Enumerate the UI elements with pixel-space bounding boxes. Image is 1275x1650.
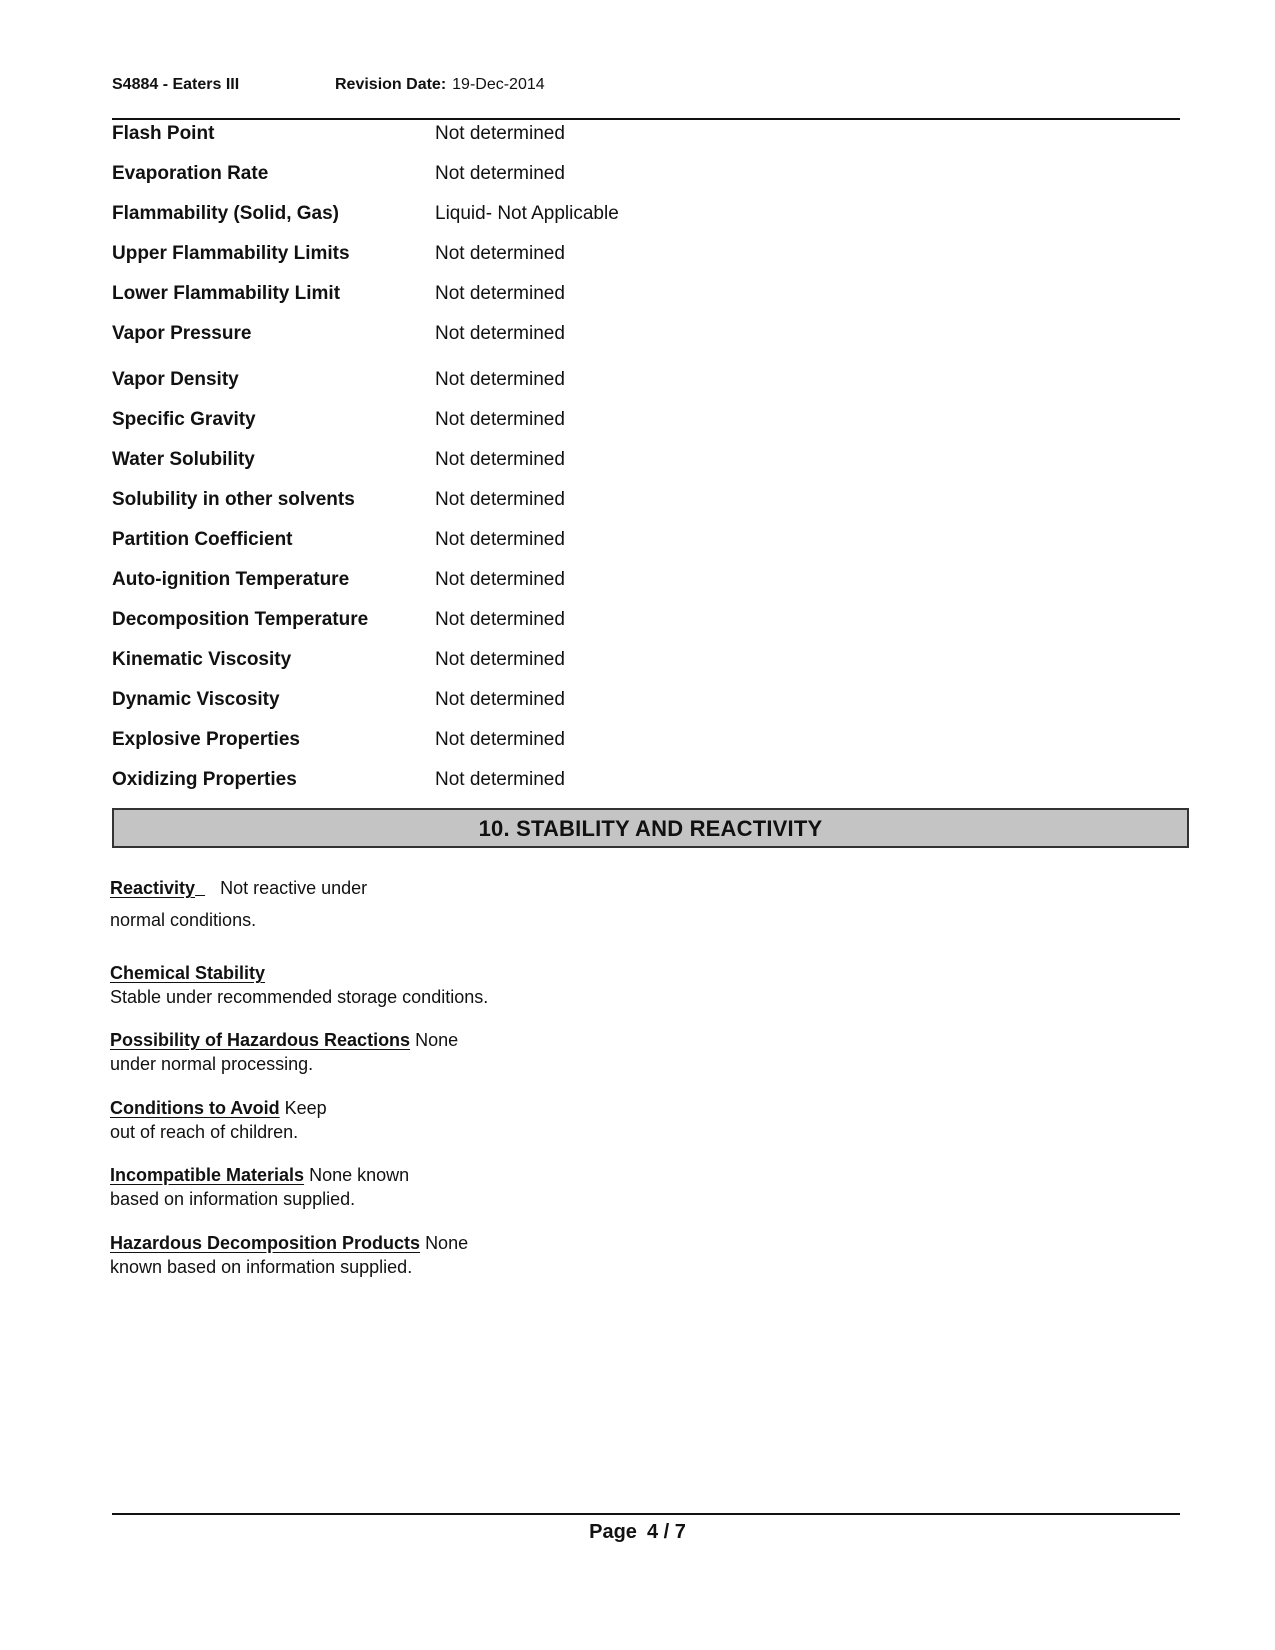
incompatible-materials-text-cont: based on information supplied. bbox=[110, 1189, 356, 1209]
property-label: Decomposition Temperature bbox=[112, 609, 369, 630]
reactivity-heading: Reactivity bbox=[110, 878, 196, 898]
property-row bbox=[112, 160, 1180, 200]
property-value: Not determined bbox=[435, 123, 565, 144]
page-label: Page bbox=[589, 1521, 637, 1543]
property-label: Specific Gravity bbox=[112, 409, 256, 430]
property-value: Not determined bbox=[435, 323, 565, 344]
property-row bbox=[112, 486, 1180, 526]
property-value: Not determined bbox=[435, 163, 565, 184]
property-row bbox=[112, 566, 1180, 606]
property-value: Not determined bbox=[435, 649, 565, 670]
hazardous-reactions-text: None bbox=[415, 1030, 459, 1050]
revision-date-value: 19-Dec-2014 bbox=[452, 76, 545, 93]
chemical-stability-heading: Chemical Stability bbox=[110, 963, 266, 983]
conditions-to-avoid-entry bbox=[110, 1096, 327, 1144]
property-value: Not determined bbox=[435, 769, 565, 790]
property-label: Dynamic Viscosity bbox=[112, 689, 280, 710]
property-value: Not determined bbox=[435, 409, 565, 430]
reactivity-text: Not reactive under bbox=[220, 878, 368, 898]
property-label: Flammability (Solid, Gas) bbox=[112, 203, 339, 224]
property-row bbox=[112, 446, 1180, 486]
incompatible-materials-text: None known bbox=[309, 1165, 410, 1185]
product-id: S4884 - Eaters III bbox=[112, 76, 240, 93]
property-label: Flash Point bbox=[112, 123, 215, 144]
conditions-to-avoid-text-cont: out of reach of children. bbox=[110, 1122, 299, 1142]
chemical-stability-entry bbox=[110, 961, 488, 1009]
property-label: Auto-ignition Temperature bbox=[112, 569, 350, 590]
property-value: Not determined bbox=[435, 243, 565, 264]
hazardous-reactions-heading: Possibility of Hazardous Reactions bbox=[110, 1030, 411, 1050]
section-title: 10. STABILITY AND REACTIVITY bbox=[478, 816, 823, 841]
incompatible-materials-heading: Incompatible Materials bbox=[110, 1165, 305, 1185]
property-value: Not determined bbox=[435, 729, 565, 750]
property-row bbox=[112, 280, 1180, 320]
footer-divider bbox=[112, 1513, 1180, 1515]
property-label: Solubility in other solvents bbox=[112, 489, 355, 510]
page-footer bbox=[0, 1521, 1275, 1544]
property-row bbox=[112, 646, 1180, 686]
property-value: Not determined bbox=[435, 449, 565, 470]
hazardous-reactions-text-cont: under normal processing. bbox=[110, 1054, 314, 1074]
property-value: Not determined bbox=[435, 283, 565, 304]
conditions-to-avoid-text: Keep bbox=[284, 1098, 327, 1118]
property-value: Not determined bbox=[435, 569, 565, 590]
property-row bbox=[112, 366, 1180, 406]
property-label: Kinematic Viscosity bbox=[112, 649, 292, 670]
property-row bbox=[112, 606, 1180, 646]
reactivity-text-cont: normal conditions. bbox=[110, 910, 257, 930]
property-label: Evaporation Rate bbox=[112, 163, 269, 184]
conditions-to-avoid-heading: Conditions to Avoid bbox=[110, 1098, 280, 1118]
property-value: Not determined bbox=[435, 369, 565, 390]
section-header bbox=[112, 808, 1189, 848]
property-label: Upper Flammability Limits bbox=[112, 243, 350, 264]
property-value: Not determined bbox=[435, 489, 565, 510]
property-label: Water Solubility bbox=[112, 449, 255, 470]
property-value: Not determined bbox=[435, 529, 565, 550]
decomposition-products-text: None bbox=[425, 1233, 469, 1253]
property-row bbox=[112, 200, 1180, 240]
property-value: Liquid- Not Applicable bbox=[435, 203, 619, 224]
property-label: Partition Coefficient bbox=[112, 529, 293, 550]
property-row bbox=[112, 120, 1180, 160]
revision-date-label: Revision Date: bbox=[335, 76, 447, 93]
property-label: Explosive Properties bbox=[112, 729, 300, 750]
decomposition-products-heading: Hazardous Decomposition Products bbox=[110, 1233, 421, 1253]
property-row bbox=[112, 406, 1180, 446]
reactivity-entry bbox=[110, 876, 367, 932]
page-number: 4 / 7 bbox=[646, 1521, 686, 1543]
property-row bbox=[112, 726, 1180, 766]
hazardous-reactions-entry bbox=[110, 1028, 458, 1076]
property-label: Vapor Density bbox=[112, 369, 239, 390]
property-row bbox=[112, 526, 1180, 566]
decomposition-products-entry bbox=[110, 1231, 468, 1279]
property-row bbox=[112, 320, 1180, 366]
decomposition-products-text-cont: known based on information supplied. bbox=[110, 1257, 413, 1277]
property-label: Vapor Pressure bbox=[112, 323, 252, 344]
property-label: Lower Flammability Limit bbox=[112, 283, 341, 304]
property-value: Not determined bbox=[435, 689, 565, 710]
chemical-stability-text: Stable under recommended storage conditions. bbox=[110, 987, 489, 1007]
property-value: Not determined bbox=[435, 609, 565, 630]
document-header bbox=[112, 76, 545, 94]
property-label: Oxidizing Properties bbox=[112, 769, 297, 790]
incompatible-materials-entry bbox=[110, 1163, 409, 1211]
property-row bbox=[112, 766, 1180, 806]
property-row bbox=[112, 686, 1180, 726]
properties-table bbox=[112, 120, 1180, 806]
property-row bbox=[112, 240, 1180, 280]
